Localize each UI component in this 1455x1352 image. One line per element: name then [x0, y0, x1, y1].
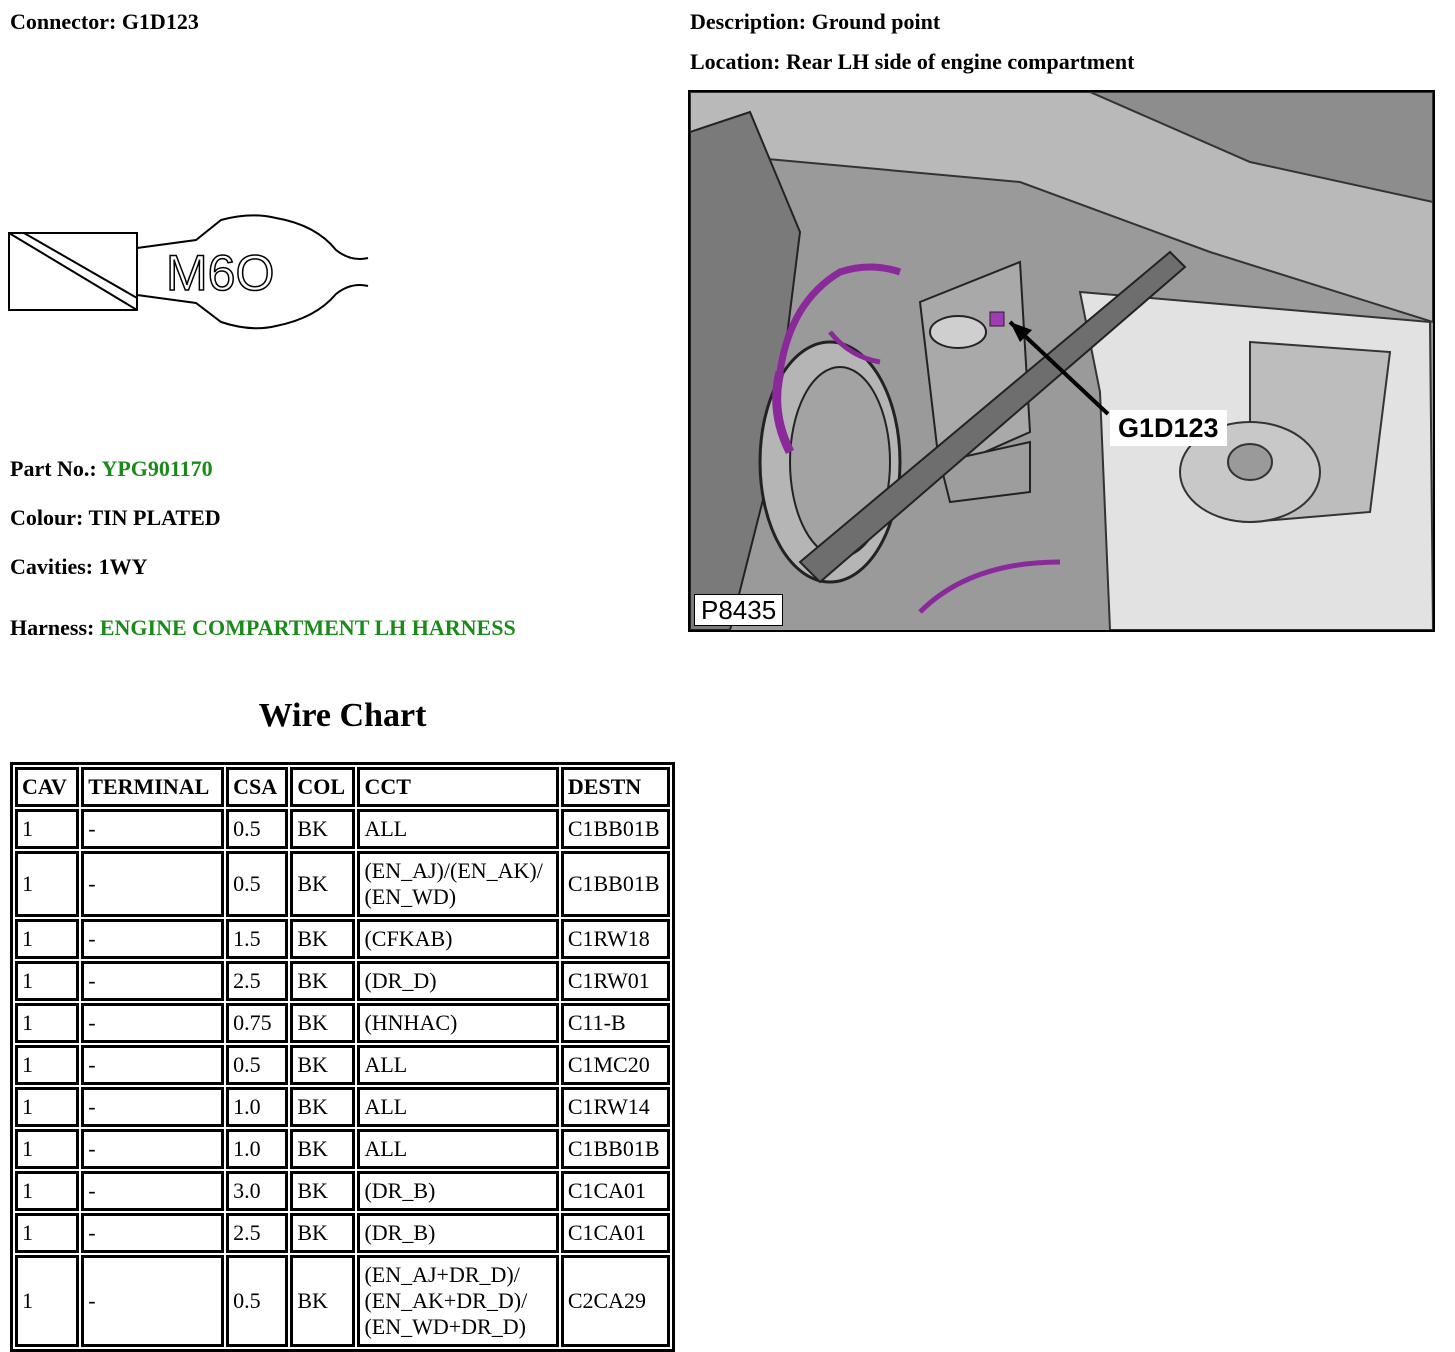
table-cell-col: BK — [290, 1087, 355, 1127]
table-cell-csa: 3.0 — [226, 1171, 288, 1211]
table-cell-terminal: - — [81, 1129, 224, 1169]
table-cell-cav: 1 — [15, 961, 79, 1001]
table-cell-cav: 1 — [15, 1255, 79, 1347]
table-cell-destn: C1CA01 — [561, 1213, 670, 1253]
colour-label: Colour: — [10, 505, 84, 530]
table-row — [15, 851, 670, 917]
photo-reference-label: P8435 — [694, 594, 783, 626]
location-label: Location: — [690, 49, 781, 74]
table-row — [15, 1087, 670, 1127]
table-row — [15, 961, 670, 1001]
harness-label: Harness: — [10, 615, 95, 640]
table-row — [15, 1171, 670, 1211]
location-value: Rear LH side of engine compartment — [785, 49, 1135, 74]
column-header-destn: DESTN — [561, 767, 670, 807]
table-cell-csa: 1.0 — [226, 1087, 288, 1127]
table-cell-csa: 0.5 — [226, 851, 288, 917]
table-cell-col: BK — [290, 919, 355, 959]
table-cell-destn: C2CA29 — [561, 1255, 670, 1347]
table-cell-cct: ALL — [357, 1129, 558, 1169]
table-cell-cct: (EN_AJ+DR_D)/ (EN_AK+DR_D)/ (EN_WD+DR_D) — [357, 1255, 558, 1347]
table-cell-cav: 1 — [15, 1171, 79, 1211]
table-cell-terminal: - — [81, 851, 224, 917]
table-row — [15, 1045, 670, 1085]
table-cell-destn: C1RW14 — [561, 1087, 670, 1127]
description-field — [690, 9, 940, 35]
cavities-value: 1WY — [98, 554, 148, 579]
table-cell-csa: 0.5 — [226, 1045, 288, 1085]
table-cell-cav: 1 — [15, 809, 79, 849]
colour-field — [10, 505, 221, 531]
column-header-terminal: TERMINAL — [81, 767, 224, 807]
table-cell-cav: 1 — [15, 851, 79, 917]
column-header-col: COL — [290, 767, 355, 807]
part-number-value: YPG901170 — [101, 456, 213, 481]
column-header-cav: CAV — [15, 767, 79, 807]
table-cell-terminal: - — [81, 1171, 224, 1211]
ring-terminal-diagram — [6, 210, 376, 335]
column-header-csa: CSA — [226, 767, 288, 807]
table-cell-cav: 1 — [15, 1087, 79, 1127]
table-cell-destn: C1BB01B — [561, 1129, 670, 1169]
part-number-label: Part No.: — [10, 456, 97, 481]
table-cell-cct: (DR_B) — [357, 1171, 558, 1211]
part-number-field — [10, 456, 213, 482]
harness-field — [10, 615, 516, 641]
table-cell-cct: (DR_D) — [357, 961, 558, 1001]
connector-value: G1D123 — [121, 9, 199, 34]
table-cell-destn: C1MC20 — [561, 1045, 670, 1085]
table-cell-cav: 1 — [15, 919, 79, 959]
location-field — [690, 49, 1134, 75]
description-value: Ground point — [811, 9, 941, 34]
table-cell-cav: 1 — [15, 1003, 79, 1043]
table-cell-terminal: - — [81, 1045, 224, 1085]
table-cell-destn: C1BB01B — [561, 809, 670, 849]
table-cell-csa: 0.75 — [226, 1003, 288, 1043]
table-cell-cav: 1 — [15, 1045, 79, 1085]
wire-chart-table — [10, 762, 675, 1352]
table-cell-csa: 0.5 — [226, 1255, 288, 1347]
harness-value: ENGINE COMPARTMENT LH HARNESS — [99, 615, 516, 640]
table-cell-csa: 2.5 — [226, 961, 288, 1001]
table-body — [15, 809, 670, 1347]
table-cell-destn: C1CA01 — [561, 1171, 670, 1211]
table-cell-csa: 0.5 — [226, 809, 288, 849]
table-cell-cct: ALL — [357, 1087, 558, 1127]
table-cell-terminal: - — [81, 1087, 224, 1127]
table-cell-cct: (HNHAC) — [357, 1003, 558, 1043]
table-cell-csa: 1.0 — [226, 1129, 288, 1169]
table-header-row — [15, 767, 670, 807]
table-cell-csa: 2.5 — [226, 1213, 288, 1253]
engine-bay-illustration — [690, 92, 1433, 630]
table-cell-col: BK — [290, 1255, 355, 1347]
table-cell-cav: 1 — [15, 1129, 79, 1169]
table-cell-destn: C1BB01B — [561, 851, 670, 917]
table-cell-terminal: - — [81, 1255, 224, 1347]
table-cell-terminal: - — [81, 809, 224, 849]
cavities-label: Cavities: — [10, 554, 94, 579]
table-row — [15, 1129, 670, 1169]
table-cell-terminal: - — [81, 1003, 224, 1043]
cavities-field — [10, 554, 147, 580]
table-cell-destn: C11-B — [561, 1003, 670, 1043]
wire-chart-title: Wire Chart — [258, 697, 427, 734]
connector-label: Connector: — [10, 9, 117, 34]
table-cell-cct: (EN_AJ)/(EN_AK)/ (EN_WD) — [357, 851, 558, 917]
table-cell-destn: C1RW01 — [561, 961, 670, 1001]
table-row — [15, 1003, 670, 1043]
table-row — [15, 1213, 670, 1253]
column-header-cct: CCT — [357, 767, 558, 807]
table-cell-cct: ALL — [357, 809, 558, 849]
description-label: Description: — [690, 9, 807, 34]
photo-callout-label: G1D123 — [1110, 410, 1227, 446]
location-photo — [688, 90, 1435, 632]
table-cell-col: BK — [290, 1213, 355, 1253]
connector-field — [10, 9, 199, 35]
table-cell-terminal: - — [81, 1213, 224, 1253]
table-cell-cav: 1 — [15, 1213, 79, 1253]
table-cell-terminal: - — [81, 961, 224, 1001]
table-cell-destn: C1RW18 — [561, 919, 670, 959]
table-cell-col: BK — [290, 961, 355, 1001]
table-cell-csa: 1.5 — [226, 919, 288, 959]
table-cell-col: BK — [290, 1171, 355, 1211]
table-cell-cct: (DR_B) — [357, 1213, 558, 1253]
table-cell-cct: ALL — [357, 1045, 558, 1085]
table-cell-col: BK — [290, 1003, 355, 1043]
table-row — [15, 1255, 670, 1347]
table-cell-cct: (CFKAB) — [357, 919, 558, 959]
table-cell-col: BK — [290, 1129, 355, 1169]
table-row — [15, 919, 670, 959]
colour-value: TIN PLATED — [88, 505, 221, 530]
table-row — [15, 809, 670, 849]
table-cell-col: BK — [290, 851, 355, 917]
terminal-size-text: M6O — [166, 245, 275, 301]
table-cell-col: BK — [290, 1045, 355, 1085]
table-cell-col: BK — [290, 809, 355, 849]
table-cell-terminal: - — [81, 919, 224, 959]
